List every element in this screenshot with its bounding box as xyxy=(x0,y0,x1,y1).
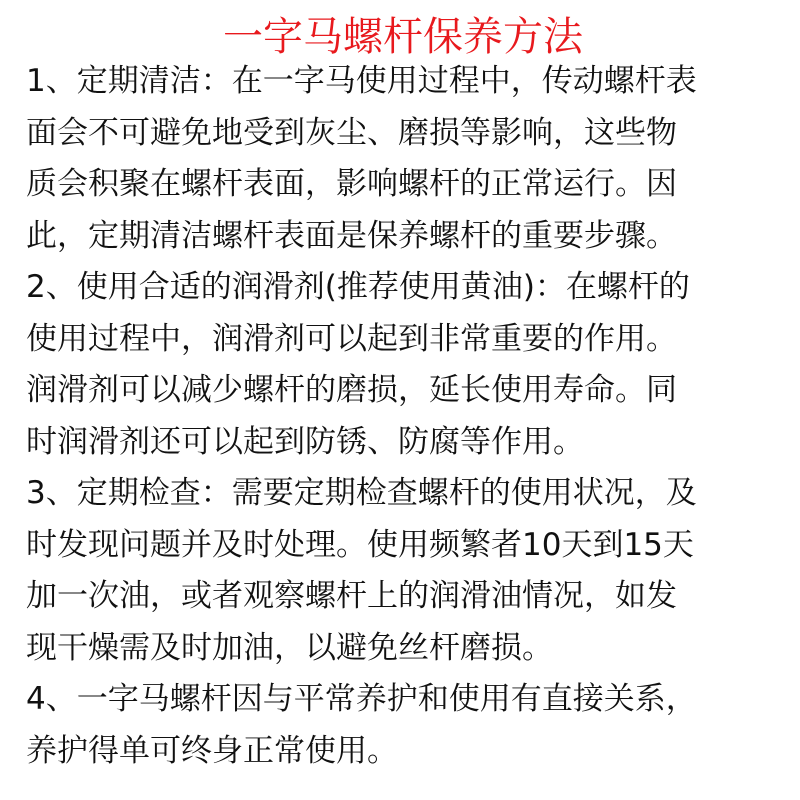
paragraph-line: 4、一字马螺杆因与平常养护和使用有直接关系， xyxy=(26,681,697,717)
paragraph-line: 面会不可避免地受到灰尘、磨损等影响，这些物 xyxy=(26,114,677,151)
paragraph-line: 使用过程中，润滑剂可以起到非常重要的作用。 xyxy=(26,320,677,357)
paragraph-line: 时润滑剂还可以起到防锈、防腐等作用。 xyxy=(26,423,584,460)
paragraph-1 xyxy=(26,56,780,262)
paragraph-line: 润滑剂可以减少螺杆的磨损，延长使用寿命。同 xyxy=(26,372,677,408)
paragraph-line: 1、定期清洁：在一字马使用过程中，传动螺杆表 xyxy=(26,63,697,99)
paragraph-line: 加一次油，或者观察螺杆上的润滑油情况，如发 xyxy=(26,578,677,614)
paragraph-line: 养护得单可终身正常使用。 xyxy=(26,732,398,769)
paragraph-line: 此，定期清洁螺杆表面是保养螺杆的重要步骤。 xyxy=(26,217,677,254)
paragraph-line: 质会积聚在螺杆表面，影响螺杆的正常运行。因 xyxy=(26,166,677,202)
paragraph-line: 时发现问题并及时处理。使用频繁者10天到15天 xyxy=(26,526,694,563)
document-title: 一字马螺杆保养方法 xyxy=(223,14,583,60)
paragraph-2 xyxy=(26,262,780,468)
paragraph-line: 现干燥需及时加油，以避免丝杆磨损。 xyxy=(26,629,553,666)
paragraph-line: 3、定期检查：需要定期检查螺杆的使用状况，及 xyxy=(26,475,697,511)
paragraph-4 xyxy=(26,674,780,777)
paragraph-3 xyxy=(26,468,780,674)
paragraph-line: 2、使用合适的润滑剂(推荐使用黄油)：在螺杆的 xyxy=(26,269,690,305)
